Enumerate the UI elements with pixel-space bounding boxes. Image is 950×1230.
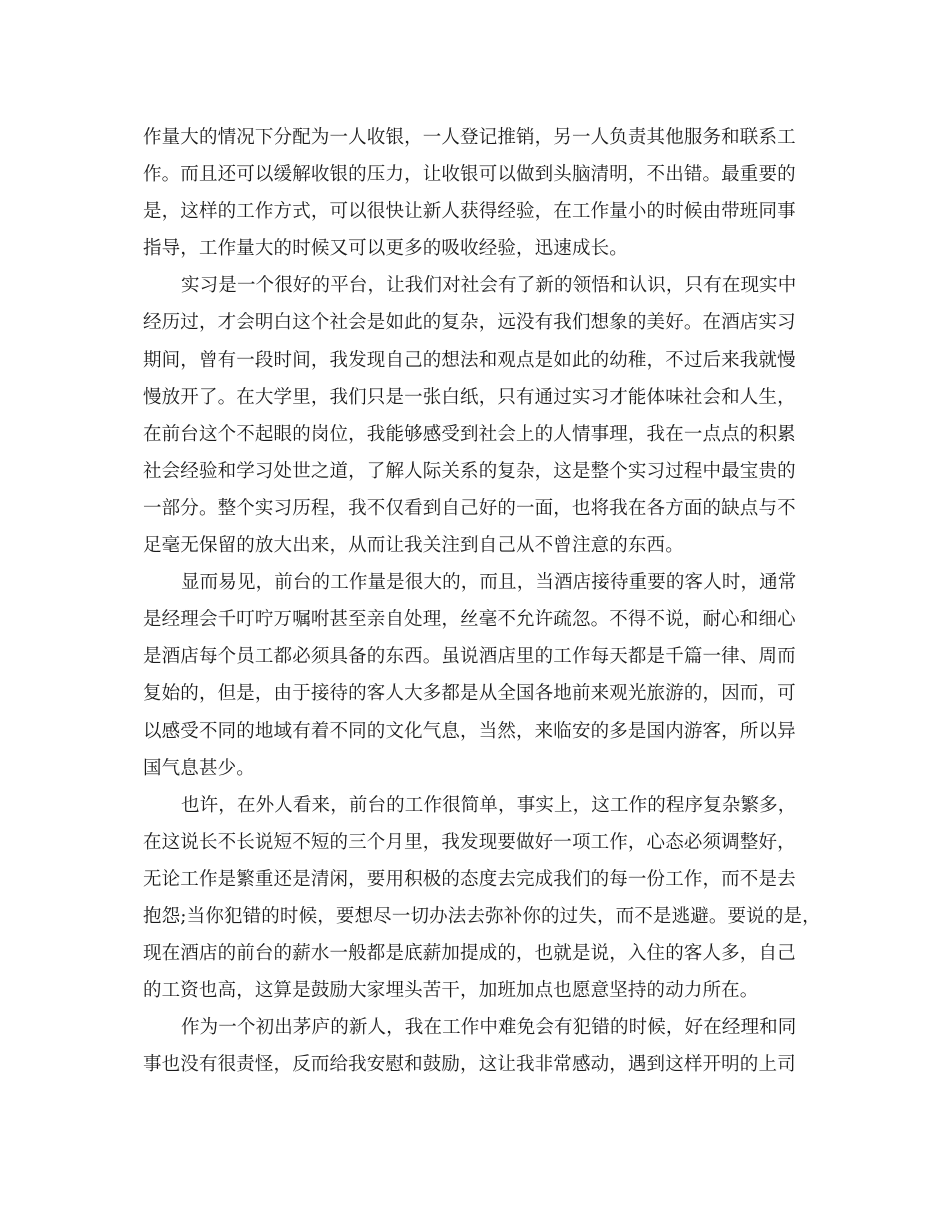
text-line: 一部分。整个实习历程，我不仅看到自己好的一面，也将我在各方面的缺点与不 bbox=[143, 497, 796, 519]
text-line: 慢放开了。在大学里，我们只是一张白纸，只有通过实习才能体味社会和人生， bbox=[143, 386, 796, 408]
document-body bbox=[143, 119, 823, 1083]
text-line: 事也没有很责怪，反而给我安慰和鼓励，这让我非常感动，遇到这样开明的上司 bbox=[143, 1054, 796, 1076]
text-line: 是经理会千叮咛万嘱咐甚至亲自处理，丝毫不允许疏忽。不得不说，耐心和细心 bbox=[143, 609, 796, 631]
text-line: 足毫无保留的放大出来，从而让我关注到自己从不曾注意的东西。 bbox=[143, 535, 684, 557]
text-line: 以感受不同的地域有着不同的文化气息，当然，来临安的多是国内游客，所以异 bbox=[143, 720, 796, 742]
text-line: 是酒店每个员工都必须具备的东西。虽说酒店里的工作每天都是千篇一律、周而 bbox=[143, 646, 796, 668]
text-line: 是，这样的工作方式，可以很快让新人获得经验，在工作量小的时候由带班同事 bbox=[143, 201, 796, 223]
text-line: 指导，工作量大的时候又可以更多的吸收经验，迅速成长。 bbox=[143, 238, 628, 260]
text-line: 无论工作是繁重还是清闲，要用积极的态度去完成我们的每一份工作，而不是去 bbox=[143, 868, 796, 890]
text-line: 作。而且还可以缓解收银的压力，让收银可以做到头脑清明，不出错。最重要的 bbox=[143, 164, 796, 186]
text-line: 现在酒店的前台的薪水一般都是底薪加提成的，也就是说，入住的客人多，自己 bbox=[143, 943, 796, 965]
paragraph-first-line: 也许，在外人看来，前台的工作很简单，事实上，这工作的程序复杂繁多， bbox=[181, 794, 797, 816]
text-line: 在前台这个不起眼的岗位，我能够感受到社会上的人情事理，我在一点点的积累 bbox=[143, 423, 796, 445]
text-line: 期间，曾有一段时间，我发现自己的想法和观点是如此的幼稚，不过后来我就慢 bbox=[143, 349, 796, 371]
text-line: 作量大的情况下分配为一人收银，一人登记推销，另一人负责其他服务和联系工 bbox=[143, 127, 796, 148]
text-line: 国气息甚少。 bbox=[143, 757, 255, 779]
text-line: 经历过，才会明白这个社会是如此的复杂，远没有我们想象的美好。在酒店实习 bbox=[143, 312, 796, 334]
text-line: 抱怨;当你犯错的时候，要想尽一切办法去弥补你的过失，而不是逃避。要说的是， bbox=[143, 905, 821, 927]
text-line: 社会经验和学习处世之道，了解人际关系的复杂，这是整个实习过程中最宝贵的 bbox=[143, 460, 796, 482]
text-line: 的工资也高，这算是鼓励大家埋头苦干，加班加点也愿意坚持的动力所在。 bbox=[143, 980, 759, 1002]
paragraph-first-line: 显而易见，前台的工作量是很大的，而且，当酒店接待重要的客人时，通常 bbox=[181, 572, 797, 594]
paragraph-first-line: 实习是一个很好的平台，让我们对社会有了新的领悟和认识，只有在现实中 bbox=[181, 275, 797, 297]
paragraph-first-line: 作为一个初出茅庐的新人，我在工作中难免会有犯错的时候，好在经理和同 bbox=[181, 1017, 797, 1039]
text-line: 在这说长不长说短不短的三个月里，我发现要做好一项工作，心态必须调整好， bbox=[143, 831, 796, 853]
text-line: 复始的，但是，由于接待的客人大多都是从全国各地前来观光旅游的，因而，可 bbox=[143, 683, 796, 705]
